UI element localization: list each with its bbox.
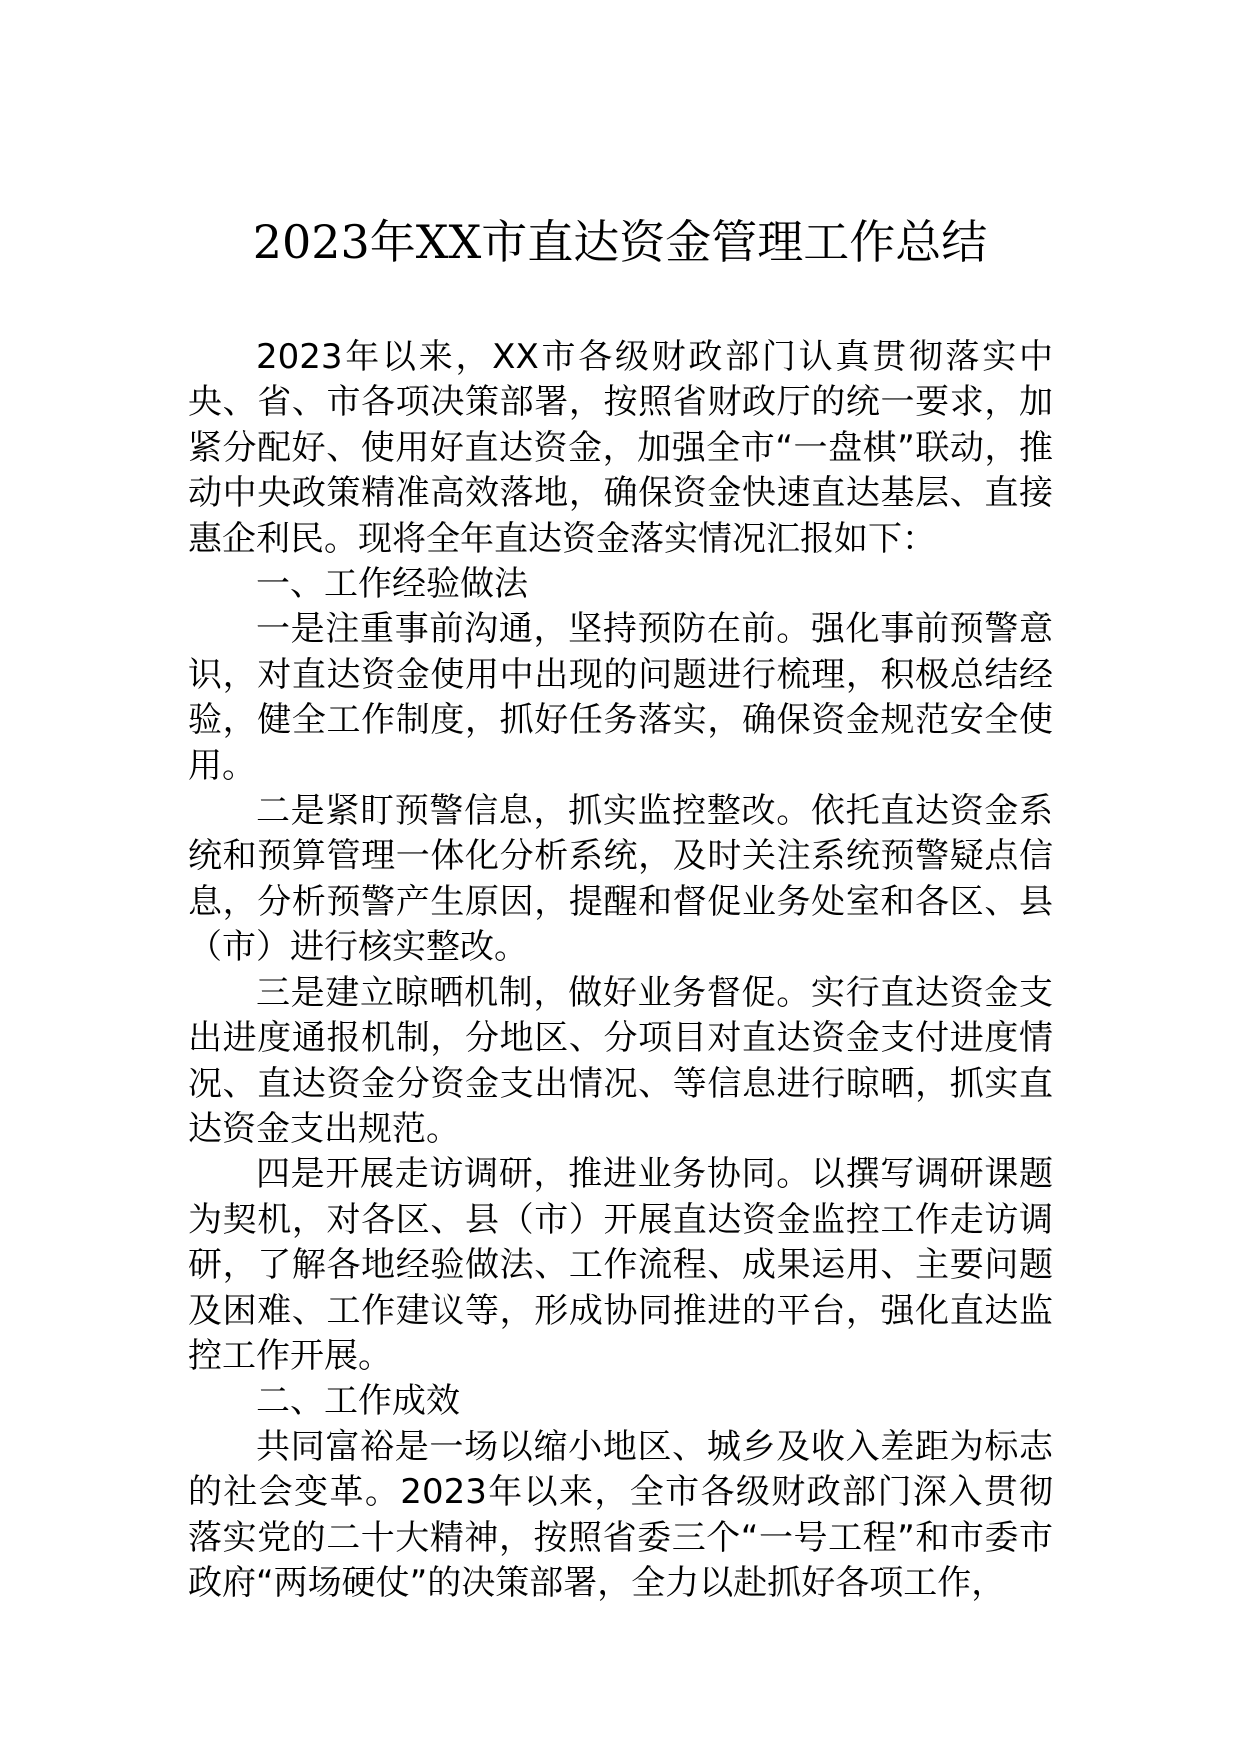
page-title: 2023年XX市直达资金管理工作总结: [252, 215, 988, 269]
paragraph-point-three: 三是建立晾晒机制，做好业务督促。实行直达资金支出进度通报机制，分地区、分项目对直达资金支付进度情况、直达资金分资金支出情况、等信息进行晾晒，抓实直达资金支出规范。: [188, 972, 1053, 1149]
paragraph-intro: 2023年以来，XX市各级财政部门认真贯彻落实中央、省、市各项决策部署，按照省财政厅的统一要求，加紧分配好、使用好直达资金，加强全市“一盘棋”联动，推动中央政策精准高效落地，确保资金快速直达基层、直接惠企利民。现将全年直达资金落实情况汇报如下：: [188, 337, 1053, 559]
paragraph-point-one: 一是注重事前沟通，坚持预防在前。强化事前预警意识，对直达资金使用中出现的问题进行梳理，积极总结经验，健全工作制度，抓好任务落实，确保资金规范安全使用。: [188, 609, 1053, 786]
paragraph-point-two: 二是紧盯预警信息，抓实监控整改。依托直达资金系统和预算管理一体化分析系统，及时关注系统预警疑点信息，分析预警产生原因，提醒和督促业务处室和各区、县（市）进行核实整改。: [188, 791, 1053, 968]
paragraph-results: 共同富裕是一场以缩小地区、城乡及收入差距为标志的社会变革。2023年以来，全市各级财政部门深入贯彻落实党的二十大精神，按照省委三个“一号工程”和市委市政府“两场硬仗”的决策部署，全力以赴抓好各项工作，: [188, 1426, 1053, 1603]
document-body: [188, 335, 1053, 1606]
paragraph-point-four: 四是开展走访调研，推进业务协同。以撰写调研课题为契机，对各区、县（市）开展直达资金监控工作走访调研，了解各地经验做法、工作流程、成果运用、主要问题及困难、工作建议等，形成协同推进的平台，强化直达监控工作开展。: [188, 1154, 1053, 1376]
section-heading-experience: 一、工作经验做法: [256, 564, 528, 605]
section-heading-results: 二、工作成效: [256, 1381, 460, 1422]
